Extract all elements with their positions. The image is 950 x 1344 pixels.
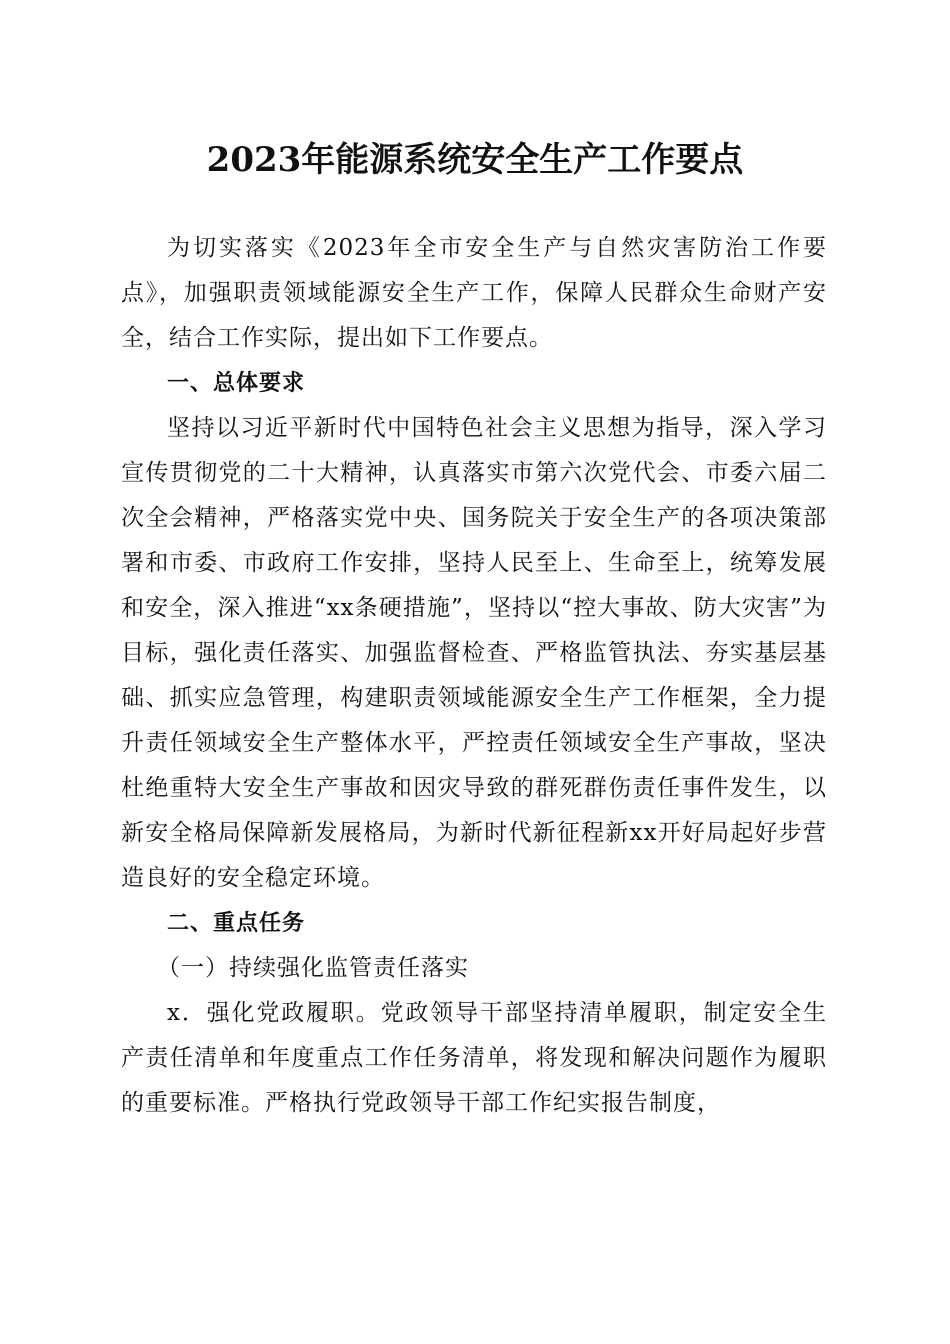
intro-paragraph: 为切实落实《2023年全市安全生产与自然灾害防治工作要点》，加强职责领域能源安全生产工作，保障人民群众生命财产安全，结合工作实际，提出如下工作要点。 [121,235,827,351]
section-heading-general-requirements: 一、总体要求 [167,371,306,396]
supervision-paragraph: x．强化党政履职。党政领导干部坚持清单履职，制定安全生产责任清单和年度重点工作任务清单，将发现和解决问题作为履职的重要标准。严格执行党政领导干部工作纪实报告制度， [121,1000,827,1116]
section-heading-key-tasks: 二、重点任务 [167,911,306,936]
general-requirements-paragraph: 坚持以习近平新时代中国特色社会主义思想为指导，深入学习宣传贯彻党的二十大精神，认真落实市第六次党代会、市委六届二次全会精神，严格落实党中央、国务院关于安全生产的各项决策部署和市委、市政府工作安排，坚持人民至上、生命至上，统筹发展和安全，深入推进“xx条硬措施”，坚持以“控大事故、防大灾害”为目标，强化责任落实、加强监督检查、严格监管执法、夯实基层基础、抓实应急管理，构建职责领域能源安全生产工作框架，全力提升责任领域安全生产整体水平，严控责任领域安全生产事故，坚决杜绝重特大安全生产事故和因灾导致的群死群伤责任事件发生，以新安全格局保障新发展格局，为新时代新征程新xx开好局起好步营造良好的安全稳定环境。 [121,415,827,891]
document-title: 2023年能源系统安全生产工作要点 [206,140,744,180]
subsection-heading-supervision: （一）持续强化监管责任落实 [157,955,469,981]
document-body [121,226,827,1126]
